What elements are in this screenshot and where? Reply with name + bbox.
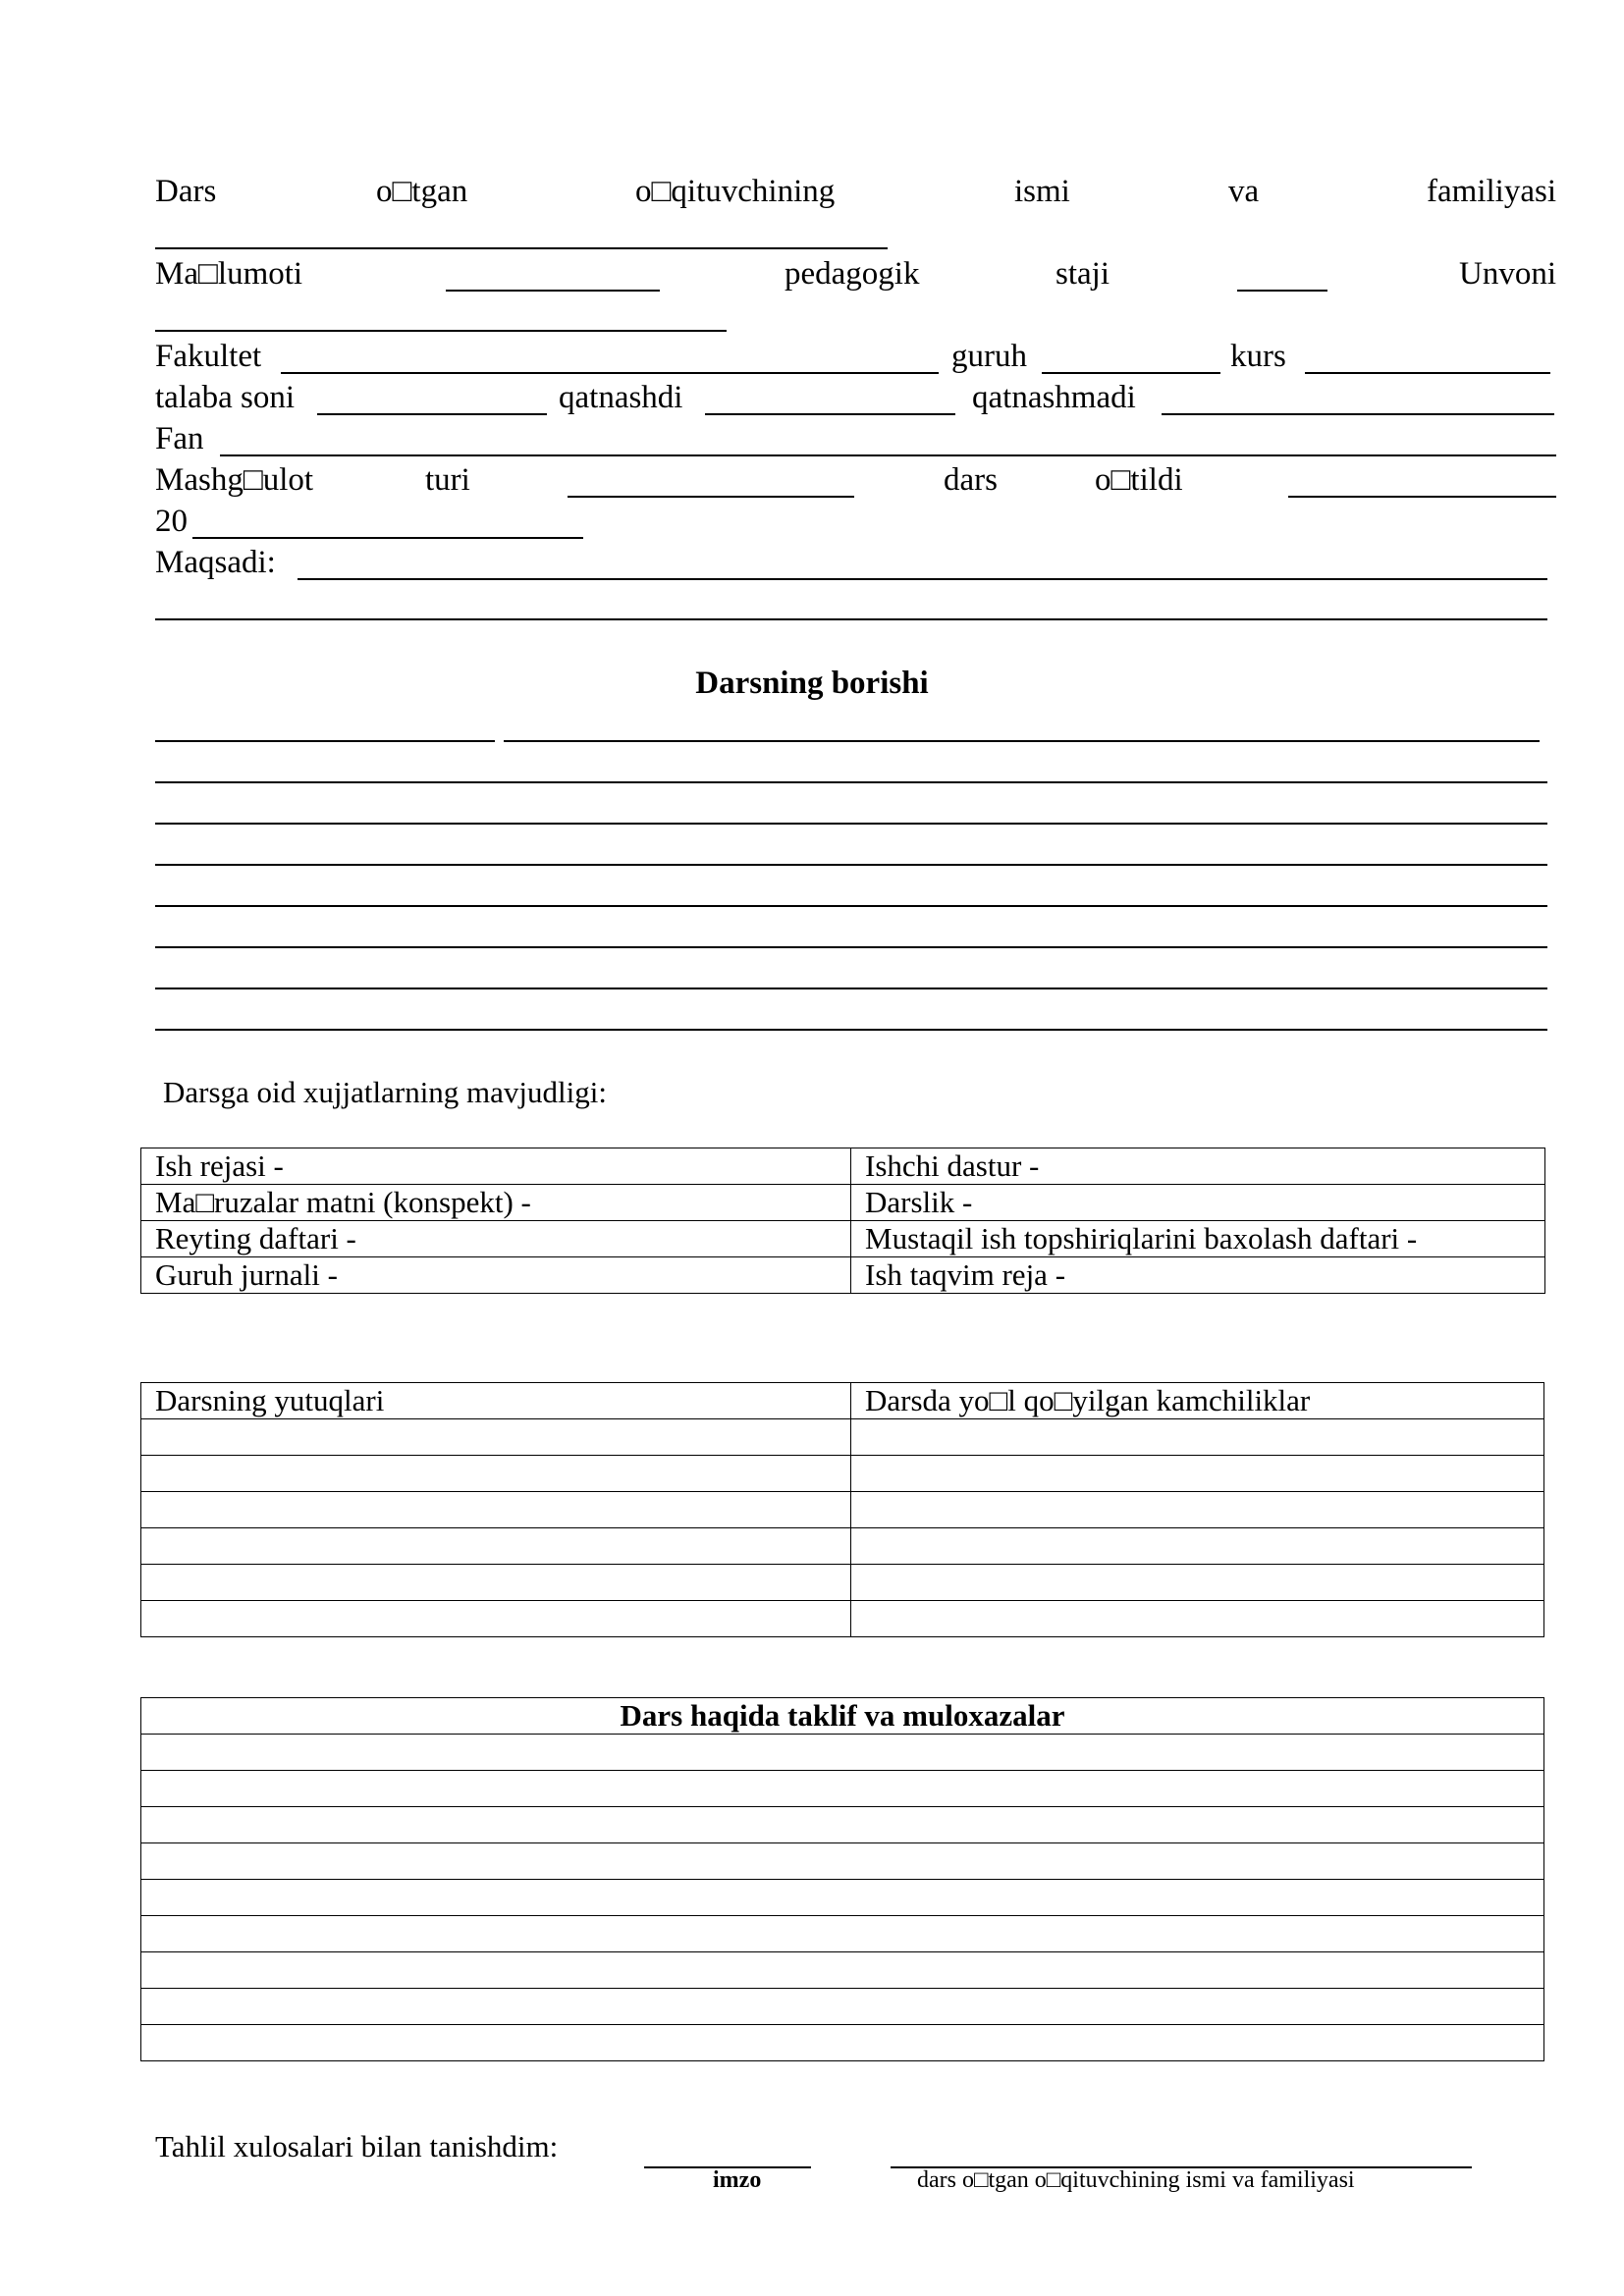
- experience-label: staji: [1056, 256, 1110, 292]
- lesson-type-word-1: Mashg□ulot: [155, 462, 314, 498]
- teacher-label-word-5: va: [1228, 174, 1260, 209]
- suggestions-table: [140, 1697, 1544, 2061]
- document-cell[interactable]: Ma□ruzalar matni (konspekt) -: [141, 1185, 851, 1221]
- fullname-caption: dars o□tgan o□qituvchining ismi va familiyasi: [917, 2167, 1355, 2193]
- faculty-field[interactable]: [281, 372, 939, 374]
- course-label: kurs: [1230, 339, 1286, 374]
- table-row: [141, 1185, 1545, 1221]
- shortcomings-header: Darsda yo□l qo□yilgan kamchiliklar: [851, 1383, 1544, 1419]
- teacher-label-word-2: o□tgan: [376, 174, 468, 209]
- suggestion-cell[interactable]: [141, 1880, 1544, 1916]
- students-count-field[interactable]: [317, 413, 547, 415]
- table-row: [141, 1952, 1544, 1989]
- documents-table: [140, 1148, 1545, 1294]
- lesson-progress-line-4[interactable]: [155, 864, 1547, 866]
- group-field[interactable]: [1042, 372, 1220, 374]
- table-header-row: [141, 1698, 1544, 1735]
- document-cell[interactable]: Guruh jurnali -: [141, 1257, 851, 1294]
- suggestion-cell[interactable]: [141, 1771, 1544, 1807]
- suggestion-cell[interactable]: [141, 1952, 1544, 1989]
- subject-field[interactable]: [220, 454, 1556, 456]
- lesson-progress-line-1a[interactable]: [155, 740, 495, 742]
- lesson-progress-line-6[interactable]: [155, 946, 1547, 948]
- education-label: Ma□lumoti: [155, 256, 303, 292]
- document-cell[interactable]: Darslik -: [851, 1185, 1545, 1221]
- goal-field[interactable]: [298, 578, 1547, 580]
- education-line: [155, 254, 1556, 294]
- subject-line: [155, 419, 1556, 458]
- goal-line: [155, 543, 1556, 582]
- table-row: [141, 1492, 1544, 1528]
- document-cell[interactable]: Ish taqvim reja -: [851, 1257, 1545, 1294]
- lesson-type-field[interactable]: [568, 496, 854, 498]
- year-line: [155, 502, 1556, 541]
- table-row: [141, 1528, 1544, 1565]
- shortcoming-cell[interactable]: [851, 1601, 1544, 1637]
- documents-title: Darsga oid xujjatlarning mavjudligi:: [163, 1075, 607, 1109]
- suggestion-cell[interactable]: [141, 2025, 1544, 2061]
- teacher-name-line: [155, 172, 1556, 211]
- table-row: [141, 1257, 1545, 1294]
- lesson-progress-line-5[interactable]: [155, 905, 1547, 907]
- suggestion-cell[interactable]: [141, 1735, 1544, 1771]
- teacher-name-field[interactable]: [155, 247, 888, 249]
- table-row: [141, 1735, 1544, 1771]
- achievements-table: [140, 1382, 1544, 1637]
- lesson-type-word-2: turi: [425, 462, 470, 498]
- absent-label: qatnashmadi: [972, 380, 1136, 415]
- teacher-label-word-6: familiyasi: [1427, 174, 1556, 209]
- acknowledgement-label: Tahlil xulosalari bilan tanishdim:: [155, 2129, 559, 2163]
- faculty-label: Fakultet: [155, 339, 262, 374]
- lesson-type-line: [155, 460, 1556, 500]
- suggestion-cell[interactable]: [141, 1843, 1544, 1880]
- teacher-label-word-1: Dars: [155, 174, 217, 209]
- teacher-label-word-4: ismi: [1014, 174, 1070, 209]
- table-row: [141, 2025, 1544, 2061]
- shortcoming-cell[interactable]: [851, 1419, 1544, 1456]
- experience-field[interactable]: [1237, 290, 1327, 292]
- table-row: [141, 1916, 1544, 1952]
- absent-field[interactable]: [1162, 413, 1554, 415]
- achievement-cell[interactable]: [141, 1419, 851, 1456]
- shortcoming-cell[interactable]: [851, 1456, 1544, 1492]
- suggestion-cell[interactable]: [141, 1807, 1544, 1843]
- document-cell[interactable]: Ish rejasi -: [141, 1148, 851, 1185]
- goal-label: Maqsadi:: [155, 545, 276, 580]
- teacher-label-word-3: o□qituvchining: [635, 174, 836, 209]
- achievement-cell[interactable]: [141, 1528, 851, 1565]
- shortcoming-cell[interactable]: [851, 1492, 1544, 1528]
- table-row: [141, 1601, 1544, 1637]
- lesson-held-word-2: o□tildi: [1095, 462, 1183, 498]
- lesson-progress-line-1b[interactable]: [504, 740, 1540, 742]
- table-row: [141, 1456, 1544, 1492]
- document-cell[interactable]: Ishchi dastur -: [851, 1148, 1545, 1185]
- shortcoming-cell[interactable]: [851, 1528, 1544, 1565]
- suggestion-cell[interactable]: [141, 1916, 1544, 1952]
- lesson-held-word-1: dars: [944, 462, 998, 498]
- achievement-cell[interactable]: [141, 1565, 851, 1601]
- title-label: Unvoni: [1459, 256, 1556, 292]
- suggestion-cell[interactable]: [141, 1989, 1544, 2025]
- year-field[interactable]: [192, 537, 583, 539]
- table-row: [141, 1771, 1544, 1807]
- document-cell[interactable]: Reyting daftari -: [141, 1221, 851, 1257]
- subject-label: Fan: [155, 421, 204, 456]
- table-row: [141, 1565, 1544, 1601]
- lesson-progress-line-7[interactable]: [155, 988, 1547, 989]
- table-row: [141, 1843, 1544, 1880]
- education-field[interactable]: [446, 290, 660, 292]
- table-row: [141, 1148, 1545, 1185]
- lesson-progress-line-3[interactable]: [155, 823, 1547, 825]
- table-row: [141, 1989, 1544, 2025]
- table-row: [141, 1807, 1544, 1843]
- table-header-row: [141, 1383, 1544, 1419]
- lesson-date-field[interactable]: [1288, 496, 1556, 498]
- goal-field-line-2[interactable]: [155, 618, 1547, 620]
- table-row: [141, 1880, 1544, 1916]
- students-count-label: talaba soni: [155, 380, 296, 415]
- achievement-cell[interactable]: [141, 1456, 851, 1492]
- year-prefix: 20: [155, 504, 188, 539]
- lesson-progress-line-2[interactable]: [155, 781, 1547, 783]
- document-cell[interactable]: Mustaqil ish topshiriqlarini baxolash daftari -: [851, 1221, 1545, 1257]
- signature-caption: imzo: [713, 2167, 762, 2193]
- achievement-cell[interactable]: [141, 1601, 851, 1637]
- lesson-progress-heading: Darsning borishi: [695, 666, 929, 701]
- pedagogical-label: pedagogik: [785, 256, 920, 292]
- table-row: [141, 1221, 1545, 1257]
- attended-field[interactable]: [705, 413, 955, 415]
- suggestions-header: Dars haqida taklif va muloxazalar: [141, 1698, 1544, 1735]
- course-field[interactable]: [1305, 372, 1550, 374]
- academic-title-field[interactable]: [155, 330, 727, 332]
- group-label: guruh: [951, 339, 1027, 374]
- table-row: [141, 1419, 1544, 1456]
- students-line: [155, 378, 1556, 417]
- achievements-header: Darsning yutuqlari: [141, 1383, 851, 1419]
- attended-label: qatnashdi: [559, 380, 683, 415]
- faculty-line: [155, 337, 1556, 376]
- shortcoming-cell[interactable]: [851, 1565, 1544, 1601]
- achievement-cell[interactable]: [141, 1492, 851, 1528]
- lesson-progress-line-8[interactable]: [155, 1029, 1547, 1031]
